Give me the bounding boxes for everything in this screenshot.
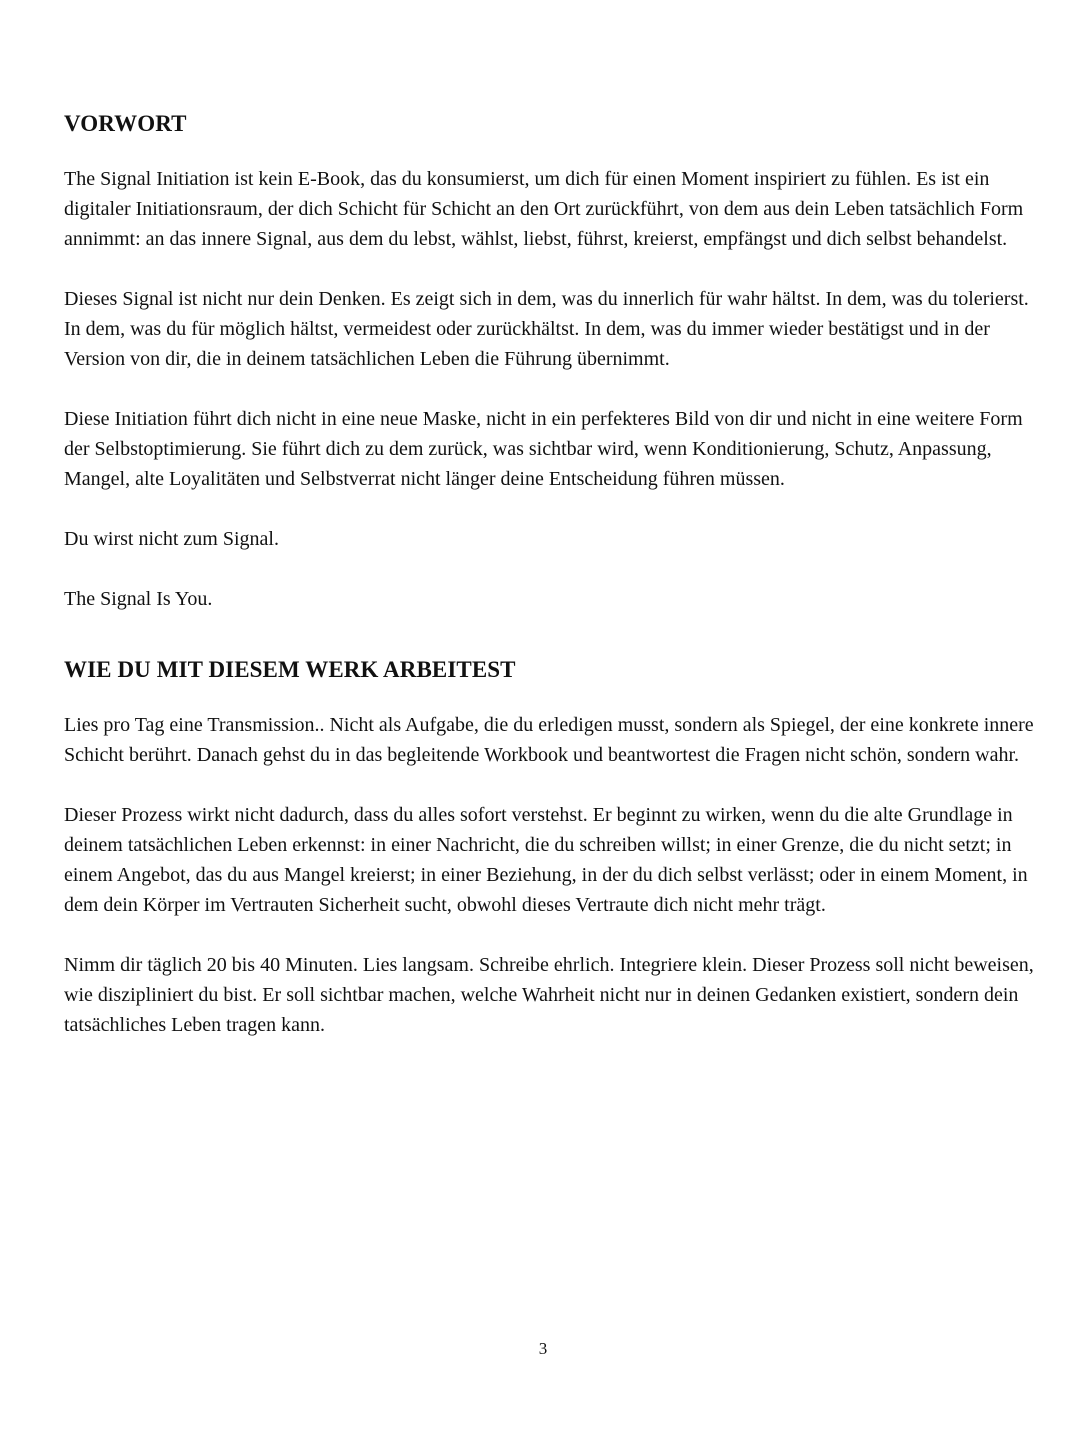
- vorwort-paragraph-3: Diese Initiation führt dich nicht in eine neue Maske, nicht in ein perfekteres Bild von dir und nicht in eine weitere Form der Selbstoptimierung. Sie führt dich zu dem zurück, was sichtbar wird, wenn Konditionierung, Schutz, Anpassung, Mangel, alte Loyalitäten und Selbstverrat nicht länger deine Entscheidung führen müssen.: [64, 408, 1023, 490]
- section-heading-vorwort: VORWORT: [64, 111, 187, 136]
- vorwort-paragraph-4: Du wirst nicht zum Signal.: [64, 528, 279, 550]
- vorwort-paragraph-2: Dieses Signal ist nicht nur dein Denken. Es zeigt sich in dem, was du innerlich für wahr hältst. In dem, was du tolerierst. In dem, was du für möglich hältst, vermeidest oder zurückhältst. In dem, was du immer wieder bestätigst und in der Version von dir, die in deinem tatsächlichen Leben die Führung übernimmt.: [64, 288, 1029, 370]
- vorwort-paragraph-5: The Signal Is You.: [64, 588, 213, 610]
- vorwort-paragraph-1: The Signal Initiation ist kein E-Book, das du konsumierst, um dich für einen Moment inspiriert zu fühlen. Es ist ein digitaler Initiationsraum, der dich Schicht für Schicht an den Ort zurückführt, von dem aus dein Leben tatsächlich Form annimmt: an das innere Signal, aus dem du lebst, wählst, liebst, führst, kreierst, empfängst und dich selbst behandelst.: [64, 168, 1024, 250]
- arbeiten-paragraph-2: Dieser Prozess wirkt nicht dadurch, dass du alles sofort verstehst. Er beginnt zu wirken, wenn du die alte Grundlage in deinem tatsächlichen Leben erkennst: in einer Nachricht, die du schreiben willst; in einer Grenze, die du nicht setzt; in einem Angebot, das du aus Mangel kreierst; in einer Beziehung, in der du dich selbst verlässt; oder in einem Moment, in dem dein Körper im Vertrauten Sicherheit sucht, obwohl dieses Vertraute dich nicht mehr trägt.: [64, 804, 1028, 916]
- page-content: [64, 108, 1039, 1040]
- page-number: 3: [538, 1339, 548, 1358]
- arbeiten-paragraph-1: Lies pro Tag eine Transmission.. Nicht als Aufgabe, die du erledigen musst, sondern als Spiegel, der eine konkrete innere Schicht berührt. Danach gehst du in das begleitende Workbook und beantwortest die Fragen nicht schön, sondern wahr.: [64, 714, 1034, 766]
- arbeiten-paragraph-3: Nimm dir täglich 20 bis 40 Minuten. Lies langsam. Schreibe ehrlich. Integriere klein. Dieser Prozess soll nicht beweisen, wie diszipliniert du bist. Er soll sichtbar machen, welche Wahrheit nicht nur in deinen Gedanken existiert, sondern dein tatsächliches Leben tragen kann.: [64, 954, 1034, 1036]
- section-heading-arbeiten: WIE DU MIT DIESEM WERK ARBEITEST: [64, 657, 516, 682]
